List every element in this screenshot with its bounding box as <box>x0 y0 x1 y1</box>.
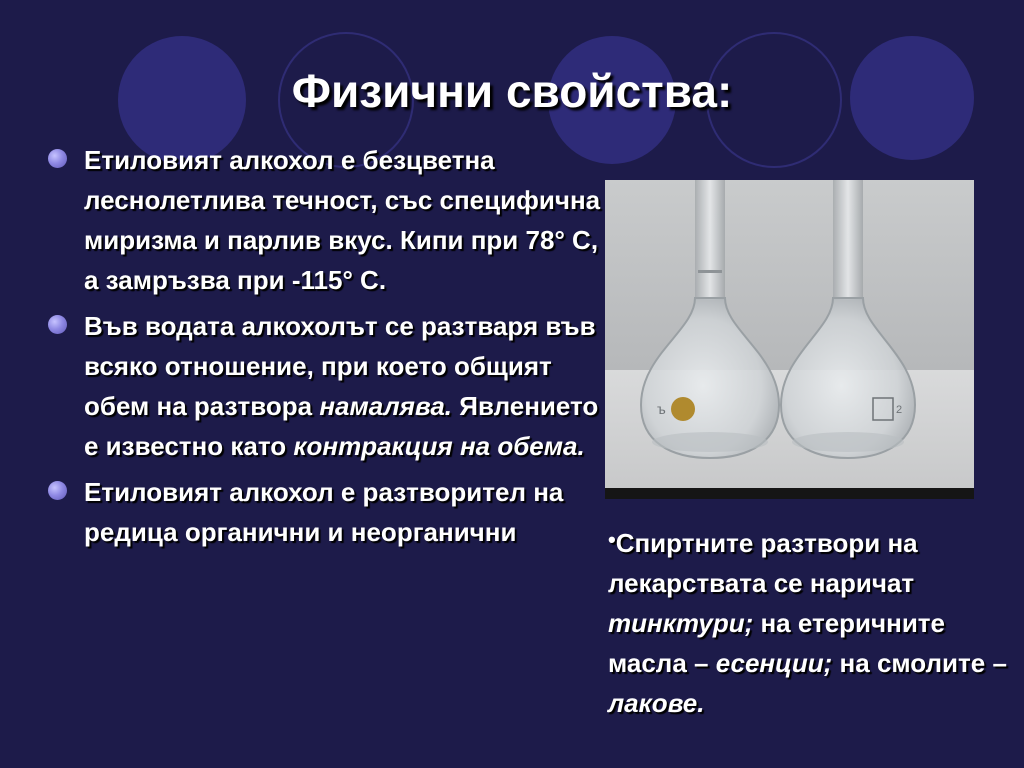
caption-emphasis: есенции; <box>715 648 833 678</box>
tincture-caption <box>608 520 1008 723</box>
bullet-icon <box>48 149 67 168</box>
bullet-text: Етиловият алкохол е безцветна леснолетлива течност, със специфична миризма и парлив вкус. Кипи при 78° С, а замръзва при -115° С. <box>84 145 601 295</box>
bullet-text: Във водата алкохолът се разтваря във всяко отношение, при което общият обем на разтвора <box>84 311 596 421</box>
bullet-icon <box>48 315 67 334</box>
svg-text:2: 2 <box>896 404 903 416</box>
bullet-list <box>48 140 608 558</box>
caption-text: на етеричните масла – <box>608 608 945 678</box>
bullet-text: Етиловият алкохол е разтворител на редица органични и неорганични <box>84 477 564 547</box>
caption-bullet-icon: • <box>608 527 616 552</box>
bullet-item <box>48 140 608 300</box>
svg-text:ъ: ъ <box>657 401 666 417</box>
caption-emphasis: тинктури; <box>608 608 754 638</box>
bullet-text: Явлението е известно като <box>84 391 599 461</box>
caption-emphasis: лакове. <box>608 688 705 718</box>
bullet-item <box>48 472 608 552</box>
bullet-icon <box>48 481 67 500</box>
bullet-item <box>48 306 608 466</box>
caption-text: Спиртните разтвори на лекарствата се наричат <box>608 528 918 598</box>
bullet-emphasis: контракция на обема. <box>293 431 585 461</box>
bullet-emphasis: намалява. <box>319 391 453 421</box>
caption-text: на смолите – <box>832 648 1007 678</box>
slide-title: Физични свойства: <box>291 65 733 117</box>
flasks-photo <box>605 180 974 499</box>
